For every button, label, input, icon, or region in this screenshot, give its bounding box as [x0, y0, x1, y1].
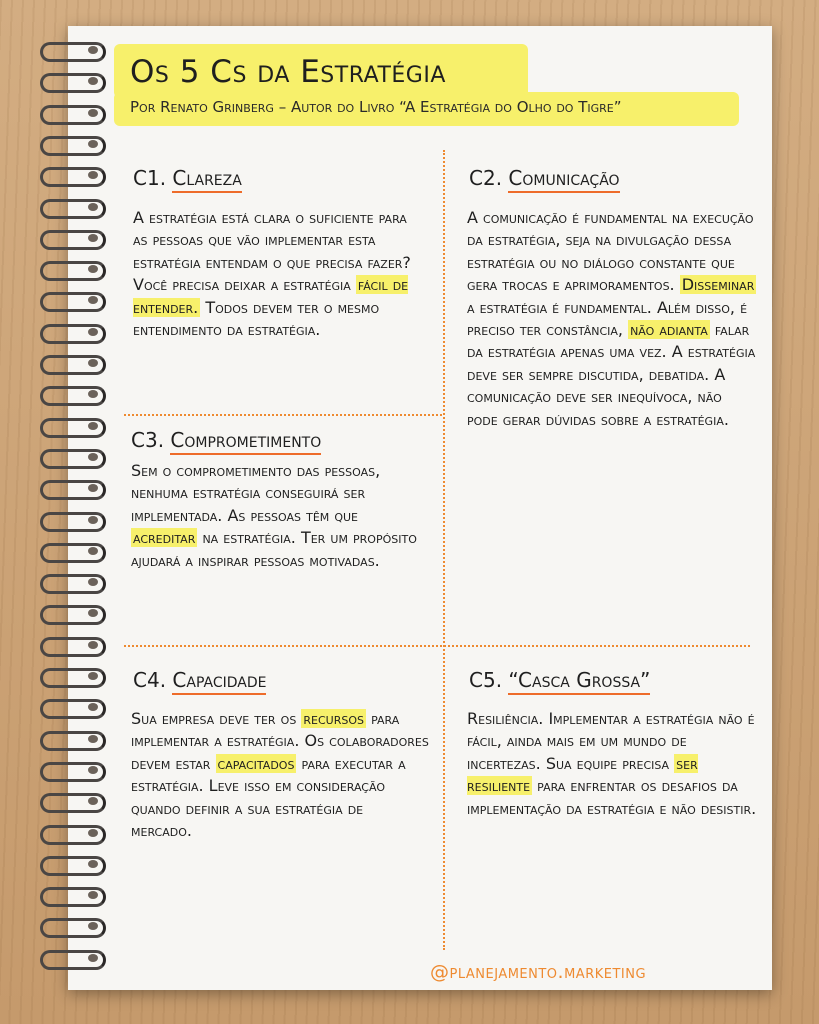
spiral-ring: [38, 666, 104, 686]
spiral-ring: [38, 948, 104, 968]
text-c1-p2a: Você precisa deixar a estratégia: [133, 275, 356, 295]
spiral-ring: [38, 353, 104, 373]
heading-c4: [133, 668, 266, 692]
spiral-ring: [38, 885, 104, 905]
text-c2-t3: falar da estratégia apenas uma vez. A estratégia deve ser sempre discutida, debatida. A comunicação deve ser inequívoca, não pode gerar dúvidas sobre a estratégia.: [467, 320, 756, 429]
spiral-ring: [38, 729, 104, 749]
spiral-ring: [38, 71, 104, 91]
page-subtitle: Por Renato Grinberg – Autor do Livro “A Estratégia do Olho do Tigre”: [130, 98, 622, 116]
highlight-ser-resiliente: ser resiliente: [467, 753, 698, 796]
vertical-divider: [443, 150, 445, 950]
heading-c1-number: C1.: [133, 166, 167, 190]
spiral-ring: [38, 259, 104, 279]
spiral-ring: [38, 478, 104, 498]
spiral-ring: [38, 791, 104, 811]
heading-c2: [469, 166, 620, 190]
text-c1: [133, 207, 423, 341]
divider-middle: [124, 645, 750, 647]
spiral-ring: [38, 823, 104, 843]
text-c2: [467, 207, 757, 431]
spiral-ring: [38, 384, 104, 404]
heading-c3: [131, 428, 321, 452]
spiral-ring: [38, 697, 104, 717]
spiral-ring: [38, 40, 104, 60]
heading-c1-label: Clareza: [172, 166, 241, 193]
spiral-binding: [38, 40, 108, 980]
highlight-facil-de-entender: fácil de entender.: [133, 275, 409, 317]
text-c2-t2: a estratégia é fundamental. Além disso, é preciso ter constância,: [467, 297, 748, 340]
spiral-ring: [38, 322, 104, 342]
spiral-ring: [38, 635, 104, 655]
spiral-ring: [38, 290, 104, 310]
spiral-ring: [38, 103, 104, 123]
spiral-ring: [38, 916, 104, 936]
text-c1-p1: A estratégia está clara o suficiente para as pessoas que vão implementar esta estratégia entendam o que precisa fazer?: [133, 208, 411, 272]
instagram-handle: @planejamento.marketing: [430, 961, 647, 983]
text-c3-t2: na estratégia. Ter um propósito ajudará a inspirar pessoas motivadas.: [131, 528, 417, 570]
heading-c4-number: C4.: [133, 668, 167, 692]
text-c5: [467, 708, 757, 820]
heading-c5: [469, 668, 650, 692]
spiral-ring: [38, 603, 104, 623]
text-c3-t1: Sem o comprometimento das pessoas, nenhuma estratégia conseguirá ser implementada. As pessoas têm que: [131, 461, 381, 525]
heading-c5-label: “Casca Grossa”: [508, 668, 650, 695]
spiral-ring: [38, 134, 104, 154]
spiral-ring: [38, 541, 104, 561]
divider-c1-c3: [124, 414, 442, 416]
highlight-nao-adianta: não adianta: [630, 320, 708, 340]
spiral-ring: [38, 197, 104, 217]
heading-c3-number: C3.: [131, 428, 165, 452]
spiral-ring: [38, 165, 104, 185]
heading-c3-label: Comprometimento: [170, 428, 321, 455]
text-c5-t1: Resiliência. Implementar a estratégia não é fácil, ainda mais em um mundo de incertezas. Sua equipe precisa: [467, 709, 755, 773]
heading-c1: [133, 166, 242, 190]
highlight-capacitados: capacitados: [217, 753, 295, 773]
highlight-acreditar: acreditar: [133, 528, 196, 548]
spiral-ring: [38, 228, 104, 248]
text-c5-t2: para enfrentar os desafios da implementação da estratégia e não desistir.: [467, 776, 757, 818]
heading-c2-label: Comunicação: [508, 166, 619, 193]
spiral-ring: [38, 572, 104, 592]
spiral-ring: [38, 510, 104, 530]
text-c4-t1: Sua empresa deve ter os: [131, 709, 302, 728]
text-c4-t2: para implementar a estratégia. Os colaboradores devem estar: [131, 709, 429, 773]
text-c4: [131, 708, 429, 842]
spiral-ring: [38, 416, 104, 436]
highlight-disseminar: Disseminar: [681, 275, 755, 295]
highlight-recursos: recursos: [303, 709, 364, 728]
heading-c2-number: C2.: [469, 166, 503, 190]
text-c3: [131, 460, 421, 572]
spiral-ring: [38, 447, 104, 467]
spiral-ring: [38, 760, 104, 780]
page-title: Os 5 Cs da Estratégia: [130, 54, 446, 90]
text-c4-t3: para executar a estratégia. Leve isso em consideração quando definir a sua estratégia de mercado.: [131, 753, 406, 841]
heading-c5-number: C5.: [469, 668, 503, 692]
text-c2-t1: A comunicação é fundamental na execução da estratégia, seja na divulgação dessa estratégia ou no diálogo constante que gera trocas e aprimoramentos.: [467, 208, 754, 295]
text-c1-p2b: Todos devem ter o mesmo entendimento da estratégia.: [133, 297, 380, 340]
spiral-ring: [38, 854, 104, 874]
heading-c4-label: Capacidade: [172, 668, 266, 695]
